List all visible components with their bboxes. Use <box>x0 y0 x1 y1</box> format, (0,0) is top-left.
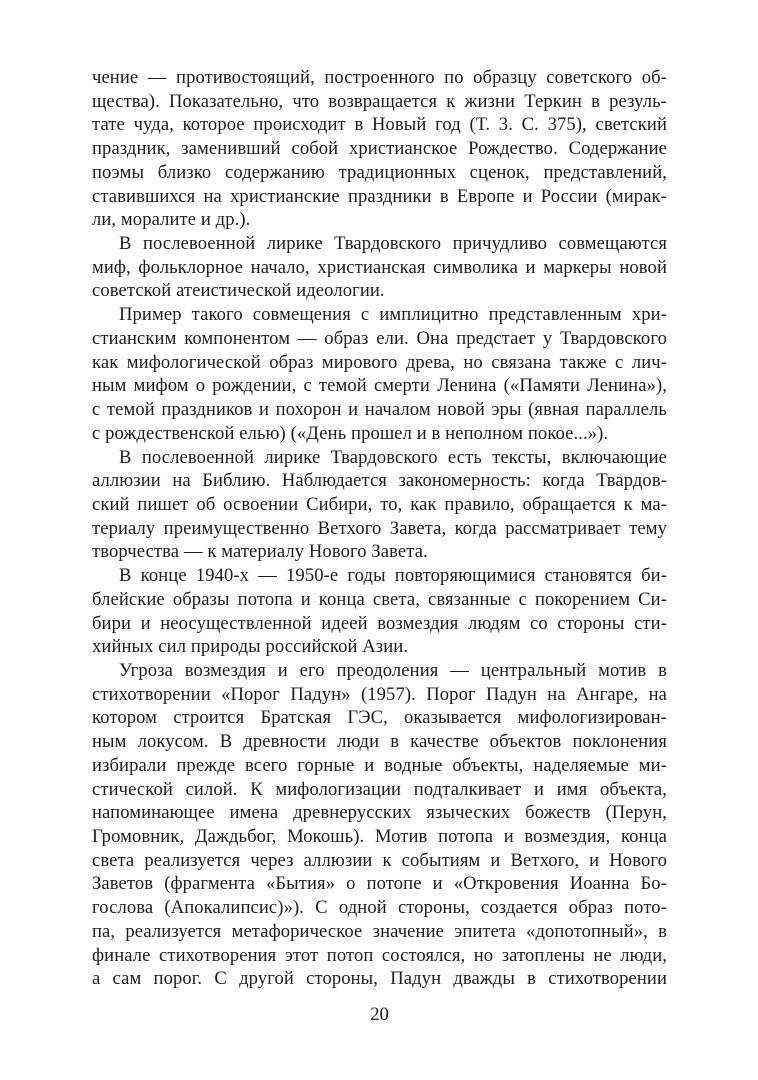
text-line: чение — противостоящий, построенного по образцу советского об- <box>92 67 667 88</box>
text-line: блейские образы потопа и конца света, связанные с покорением Си- <box>92 588 667 610</box>
text-line: финале стихотворения этот потоп состоялся, но затоплены не люди, <box>92 944 667 966</box>
text-line: В послевоенной лирике Твардовского причудливо совмещаются <box>119 233 667 255</box>
paragraph <box>92 232 667 303</box>
text-line: Громовник, Даждьбог, Мокошь). Мотив потопа и возмездия, конца <box>92 826 667 847</box>
paragraph <box>92 446 667 565</box>
paragraph <box>92 303 667 445</box>
text-line: поэмы близко содержанию традиционных сценок, представлений, <box>92 161 667 183</box>
text-line: напоминающее имена древнерусских языческих божеств (Перун, <box>92 802 667 824</box>
text-line: ным мифом о рождении, с темой смерти Ленина («Памяти Ленина»), <box>92 375 667 397</box>
text-line: с темой праздников и похорон и началом новой эры (явная параллель <box>92 399 667 421</box>
text-line: ным локусом. В древности люди в качестве объектов поклонения <box>92 731 667 753</box>
paragraph <box>92 564 667 659</box>
paragraph <box>92 659 667 991</box>
text-line: котором строится Братская ГЭС, оказывается мифологизирован- <box>92 707 667 729</box>
text-line: хийных сил природы российской Азии. <box>92 636 409 658</box>
text-line: тате чуда, которое происходит в Новый год (Т. 3. С. 375), светский <box>92 114 667 136</box>
text-line: териалу преимущественно Ветхого Завета, когда рассматривает тему <box>92 517 667 539</box>
text-line: миф, фольклорное начало, христианская символика и маркеры новой <box>92 256 667 278</box>
text-line: аллюзии на Библию. Наблюдается закономерность: когда Твардов- <box>92 470 667 492</box>
text-line: ставившихся на христианские праздники в Европе и России (мирак- <box>92 185 667 207</box>
text-line: избирали прежде всего горные и водные объекты, наделяемые ми- <box>92 754 667 776</box>
text-line: ли, моралите и др.). <box>92 209 251 231</box>
text-line: а сам порог. С другой стороны, Падун дважды в стихотворении <box>92 968 667 990</box>
text-line: стианским компонентом — образ ели. Она предстает у Твардовского <box>92 327 667 349</box>
text-line: В послевоенной лирике Твардовского есть тексты, включающие <box>119 446 667 468</box>
text-line: бири и неосуществленной идеей возмездия людям со стороны сти- <box>92 612 667 634</box>
text-line: гослова (Апокалипсис)»). С одной стороны, создается образ пото- <box>92 897 667 919</box>
text-line: па, реализуется метафорическое значение эпитета «допотопный», в <box>92 920 667 942</box>
text-line: света реализуется через аллюзии к событиям и Ветхого, и Нового <box>92 849 667 871</box>
text-line: ский пишет об освоении Сибири, то, как правило, обращается к ма- <box>92 493 667 515</box>
text-line: с рождественской елью) («День прошел и в неполном покое...»). <box>92 422 609 444</box>
text-line: Пример такого совмещения с имплицитно представленным хри- <box>119 304 667 326</box>
text-line: праздник, заменивший собой христианское Рождество. Содержание <box>92 138 667 160</box>
text-line: щества). Показательно, что возвращается к жизни Теркин в резуль- <box>92 90 667 112</box>
text-line: Угроза возмездия и его преодоления — центральный мотив в <box>119 659 667 681</box>
text-line: как мифологической образ мирового древа, но связана также с лич- <box>92 351 667 373</box>
text-line: творчества — к материалу Нового Завета. <box>92 541 428 563</box>
page-text <box>92 66 667 991</box>
page-number: 20 <box>370 1004 389 1025</box>
text-line: стической силой. К мифологизации подталкивает и имя объекта, <box>92 778 667 800</box>
text-line: В конце 1940-х — 1950-е годы повторяющимися становятся би- <box>119 565 667 587</box>
text-line: советской атеистической идеологии. <box>92 280 385 302</box>
text-line: стихотворении «Порог Падун» (1957). Порог Падун на Ангаре, на <box>92 683 667 705</box>
paragraph <box>92 66 667 232</box>
text-line: Заветов (фрагмента «Бытия» о потопе и «Откровения Иоанна Бо- <box>92 873 667 895</box>
